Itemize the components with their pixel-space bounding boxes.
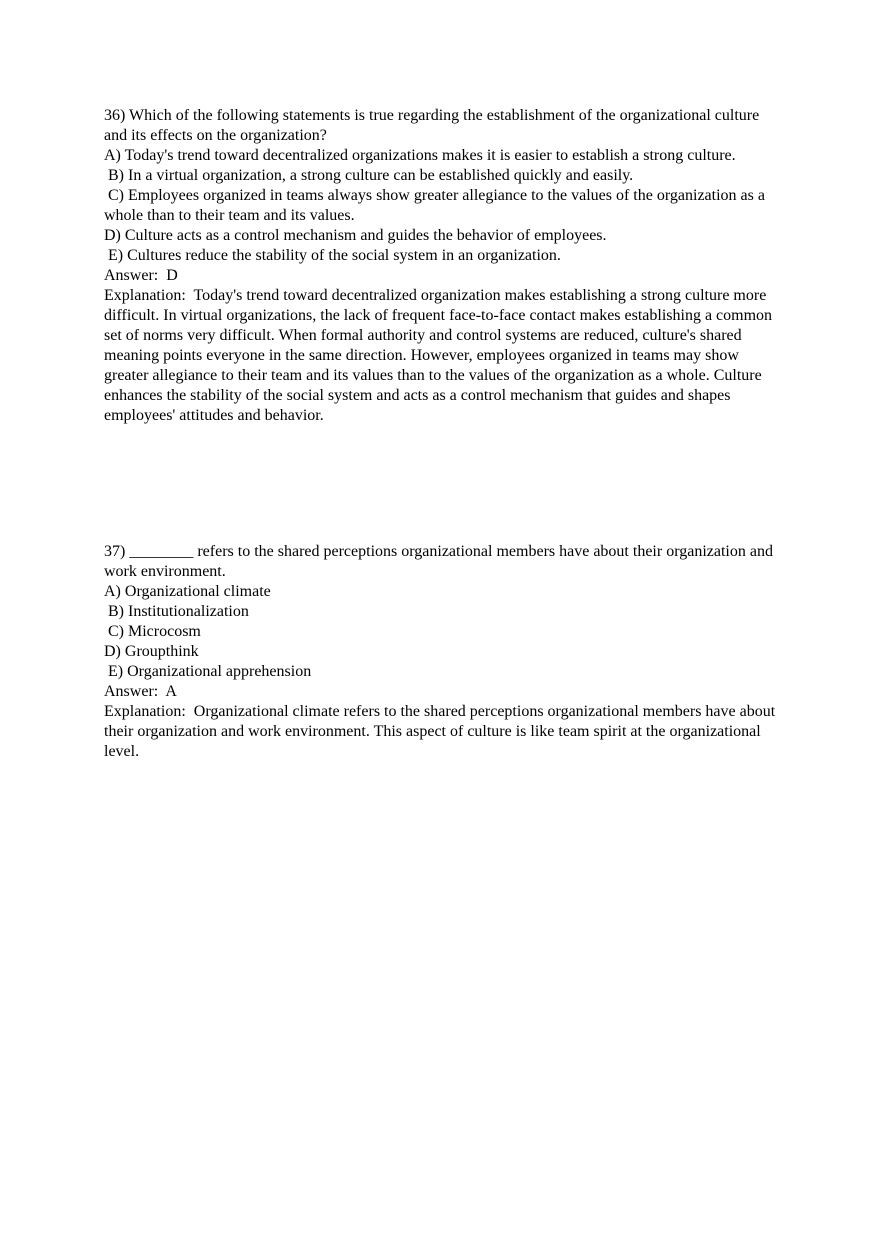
choice-d: D) Culture acts as a control mechanism and guides the behavior of employees. <box>104 227 607 244</box>
explanation-text: Explanation: Today's trend toward decentralized organization makes establishing a strong culture more difficult. In virtual organizations, the lack of frequent face-to-face contact makes establishing a common set of norms very difficult. When formal authority and control systems are reduced, culture's shared meaning points everyone in the same direction. However, employees organized in teams may show greater allegiance to their team and its values than to the values of the organization as a whole. Culture enhances the stability of the social system and acts as a control mechanism that guides and shapes employees' attitudes and behavior. <box>104 287 777 424</box>
answer-line: Answer: D <box>104 267 178 284</box>
choice-a: A) Organizational climate <box>104 583 271 600</box>
explanation-text: Explanation: Organizational climate refers to the shared perceptions organizational members have about their organization and work environment. This aspect of culture is like team spirit at the organizational level. <box>104 703 780 760</box>
choice-d: D) Groupthink <box>104 643 199 660</box>
choice-a: A) Today's trend toward decentralized organizations makes it is easier to establish a strong culture. <box>104 147 736 164</box>
question-stem: 36) Which of the following statements is true regarding the establishment of the organizational culture and its effects on the organization? <box>104 107 764 144</box>
answer-line: Answer: A <box>104 683 177 700</box>
question-stem: 37) ________ refers to the shared perceptions organizational members have about their organization and work environment. <box>104 543 777 580</box>
choice-b: B) In a virtual organization, a strong culture can be established quickly and easily. <box>104 167 634 184</box>
choice-e: E) Organizational apprehension <box>104 663 312 680</box>
question-37 <box>104 542 784 762</box>
choice-b: B) Institutionalization <box>104 603 249 620</box>
choice-c: C) Employees organized in teams always show greater allegiance to the values of the organization as a whole than to their team and its values. <box>104 187 769 224</box>
choice-c: C) Microcosm <box>104 623 201 640</box>
choice-e: E) Cultures reduce the stability of the social system in an organization. <box>104 247 561 264</box>
question-36 <box>104 106 784 426</box>
